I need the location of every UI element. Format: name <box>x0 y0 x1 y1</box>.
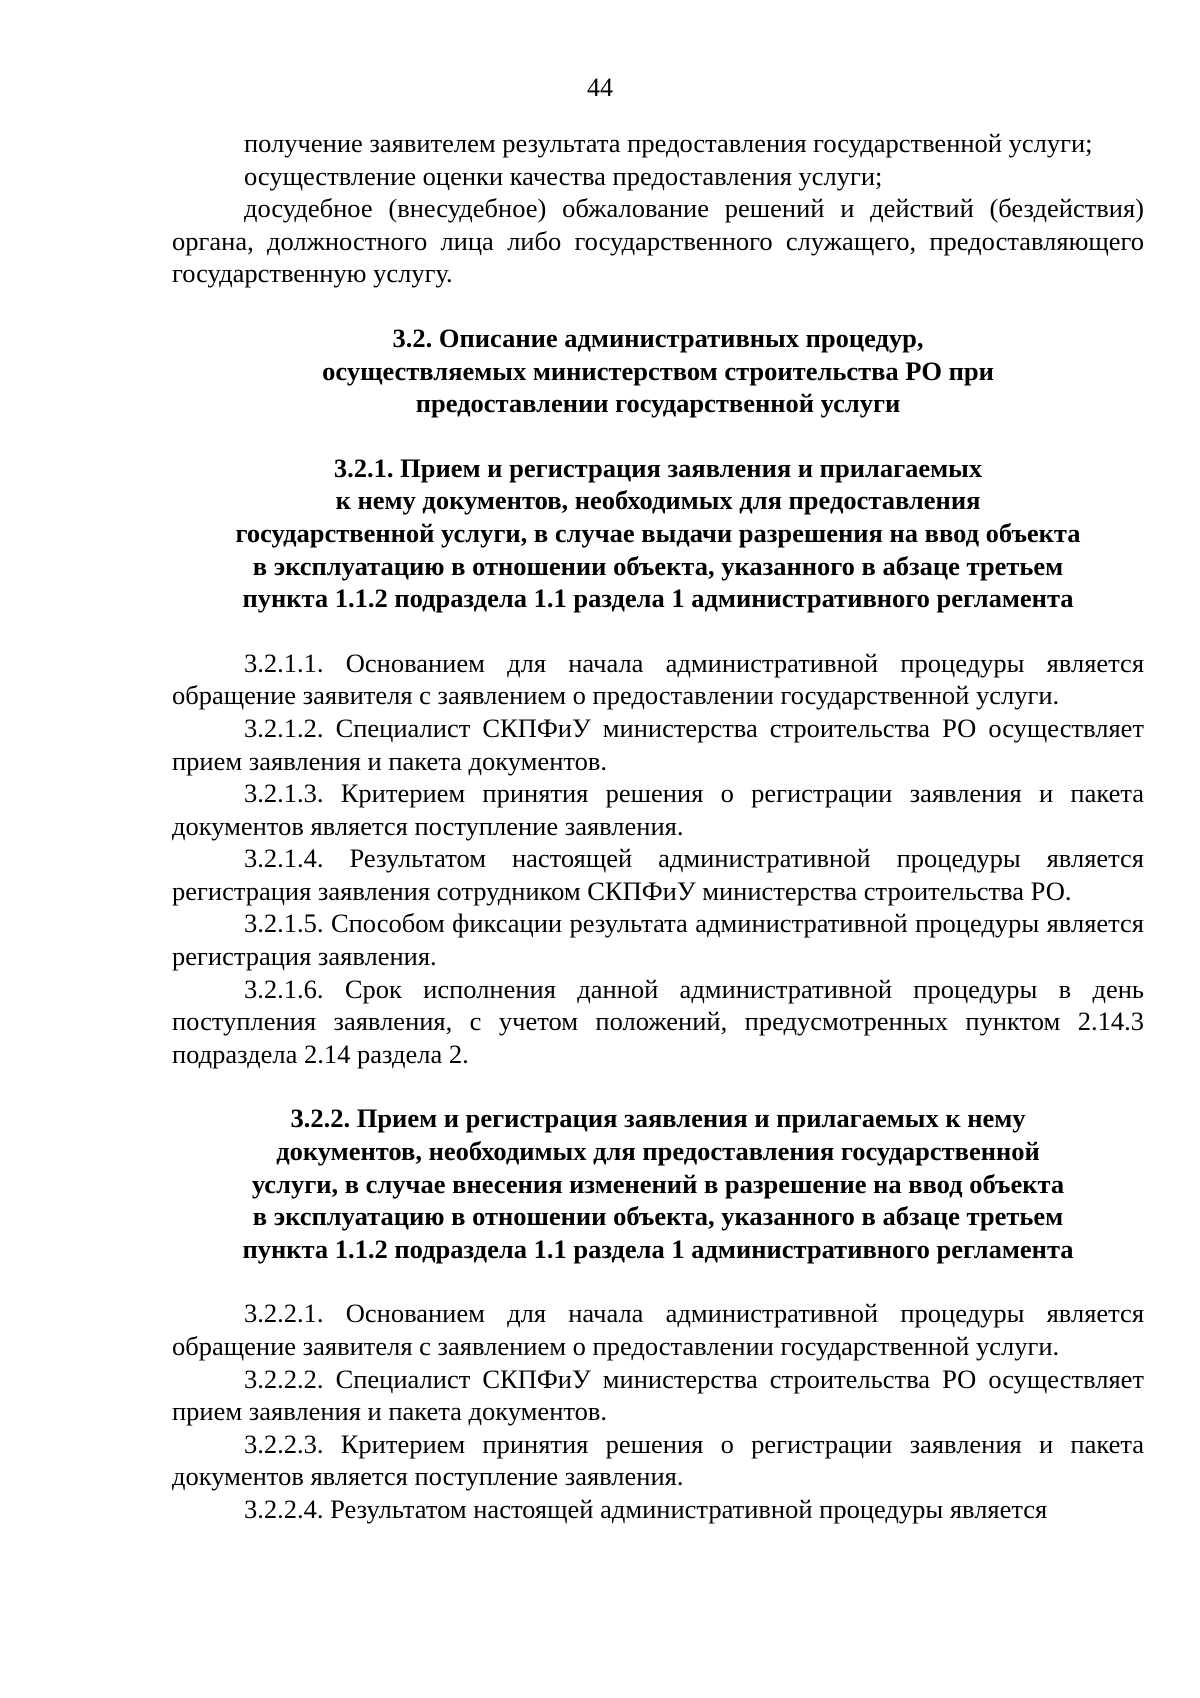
intro-paragraph: осуществление оценки качества предоставления услуги; <box>244 160 883 191</box>
heading-line: 3.2.1. Прием и регистрация заявления и прилагаемых <box>333 452 983 483</box>
heading-line: к нему документов, необходимых для предоставления <box>335 485 981 516</box>
clause-number: 3.2.2.3. <box>244 1428 324 1459</box>
heading-line: пункта 1.1.2 подраздела 1.1 раздела 1 административного регламента <box>242 583 1074 614</box>
heading-line: осуществляемых министерством строительства РО при <box>322 355 994 386</box>
clause-paragraph <box>172 712 1144 777</box>
clause-number: 3.2.1.1. <box>244 647 324 678</box>
clause-paragraph <box>172 647 1144 712</box>
document-body <box>172 127 1144 1526</box>
clause-text: Критерием принятия решения о регистрации заявления и пакета документов является поступление заявления. <box>172 778 1144 841</box>
clause-paragraph <box>172 1363 1144 1428</box>
clause-text: Основанием для начала административной процедуры является обращение заявителя с заявлением о предоставлении государственной услуги. <box>172 1298 1145 1361</box>
clause-paragraph <box>172 1428 1144 1493</box>
clause-number: 3.2.1.4. <box>244 843 324 874</box>
clause-paragraph <box>172 907 1144 972</box>
clause-paragraph <box>172 842 1144 907</box>
heading-line: государственной услуги, в случае выдачи разрешения на ввод объекта <box>235 517 1081 548</box>
heading-line: в эксплуатацию в отношении объекта, указанного в абзаце третьем <box>252 1201 1064 1232</box>
clause-text: Результатом настоящей административной процедуры является регистрация заявления сотрудником СКПФиУ министерства строительства РО. <box>172 843 1145 906</box>
clause-number: 3.2.1.3. <box>244 778 324 809</box>
section-heading-3-2-1 <box>172 452 1144 615</box>
heading-line: предоставлении государственной услуги <box>415 388 901 419</box>
clause-text: Специалист СКПФиУ министерства строительства РО осуществляет прием заявления и пакета документов. <box>172 1363 1144 1427</box>
heading-line: документов, необходимых для предоставления государственной <box>276 1136 1040 1167</box>
clause-number: 3.2.1.5. <box>244 908 324 939</box>
clause-number: 3.2.1.2. <box>244 712 324 743</box>
intro-paragraph: получение заявителем результата предоставления государственной услуги; <box>244 128 1093 158</box>
clause-paragraph <box>172 1297 1144 1362</box>
heading-line: 3.2. Описание административных процедур, <box>392 322 924 353</box>
clause-text: Способом фиксации результата административной процедуры является регистрация заявления. <box>172 908 1145 972</box>
heading-line: услуги, в случае внесения изменений в разрешение на ввод объекта <box>251 1168 1065 1199</box>
heading-line: в эксплуатацию в отношении объекта, указанного в абзаце третьем <box>252 550 1064 581</box>
clause-number: 3.2.2.1. <box>244 1298 324 1329</box>
clause-text: Результатом настоящей административной процедуры является <box>330 1493 1048 1524</box>
clause-number: 3.2.1.6. <box>244 973 324 1004</box>
clause-paragraph <box>172 973 1144 1071</box>
clause-number: 3.2.2.4. <box>244 1493 324 1524</box>
section-heading-3-2 <box>172 322 1144 420</box>
clause-text: Специалист СКПФиУ министерства строительства РО осуществляет прием заявления и пакета документов. <box>172 712 1144 776</box>
intro-paragraph: досудебное (внесудебное) обжалование решений и действий (бездействия) органа, должностного лица либо государственного служащего, предоставляющего государственную услугу. <box>172 193 1144 289</box>
clause-paragraph <box>172 777 1144 842</box>
clause-number: 3.2.2.2. <box>244 1363 324 1394</box>
clause-text: Срок исполнения данной административной процедуры в день поступления заявления, с учетом положений, предусмотренных пунктом 2.14.3 подраздела 2.14 раздела 2. <box>172 973 1144 1069</box>
clause-paragraph <box>172 1493 1144 1526</box>
heading-line: 3.2.2. Прием и регистрация заявления и прилагаемых к нему <box>290 1103 1026 1134</box>
clause-text: Критерием принятия решения о регистрации заявления и пакета документов является поступление заявления. <box>172 1428 1144 1492</box>
section-heading-3-2-2 <box>172 1102 1144 1265</box>
clause-text: Основанием для начала административной процедуры является обращение заявителя с заявлением о предоставлении государственной услуги. <box>172 647 1145 711</box>
heading-line: пункта 1.1.2 подраздела 1.1 раздела 1 административного регламента <box>242 1233 1074 1264</box>
page-number: 44 <box>587 73 613 102</box>
